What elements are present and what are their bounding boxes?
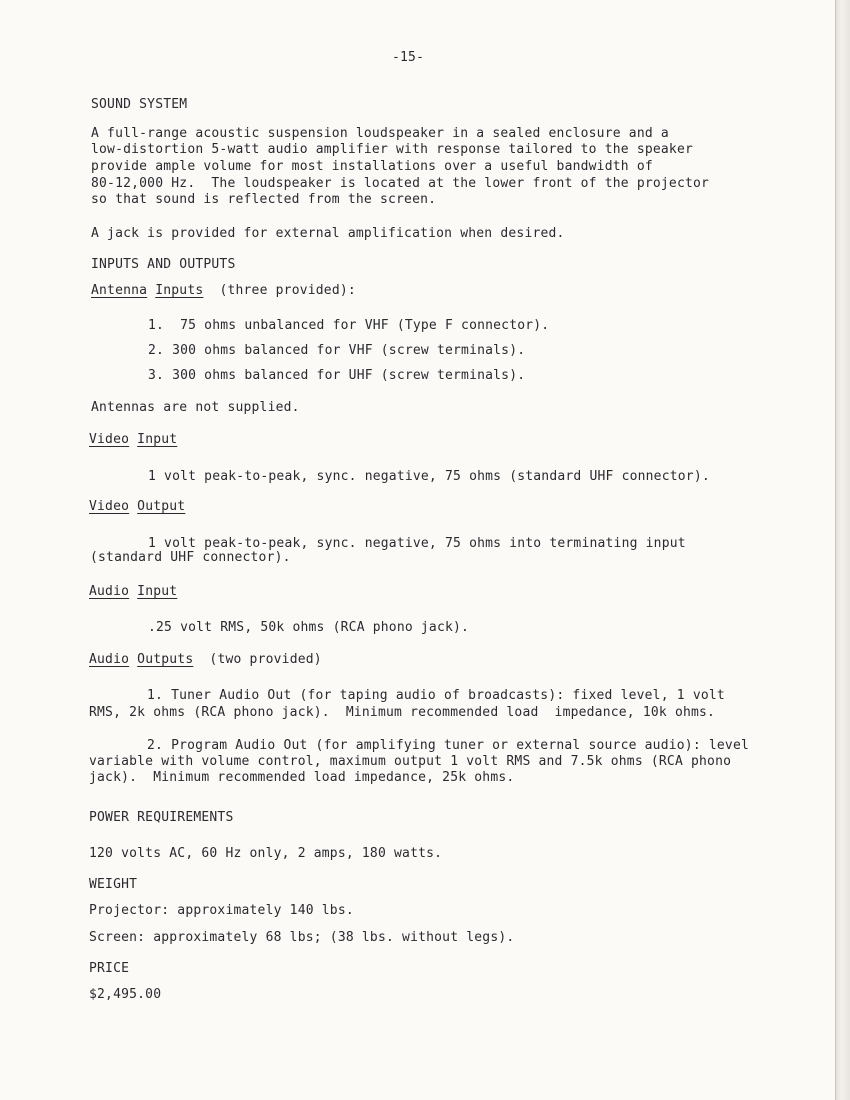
paragraph-line: provide ample volume for most installations over a useful bandwidth of [91,159,653,174]
antenna-note: Antennas are not supplied. [91,400,300,415]
video-input-label [89,432,177,449]
video-output-label [89,499,185,516]
power-heading: POWER REQUIREMENTS [89,810,234,825]
audio-outputs-word1: Audio [89,652,130,667]
weight-heading: WEIGHT [89,877,138,892]
power-text: 120 volts AC, 60 Hz only, 2 amps, 180 watts. [89,846,443,861]
audio-output-item1-line: 1. Tuner Audio Out (for taping audio of broadcasts): fixed level, 1 volt [147,688,725,703]
antenna-label-suffix: (three provided): [219,283,356,298]
weight-projector: Projector: approximately 140 lbs. [89,903,354,918]
paragraph-line: 80-12,000 Hz. The loudspeaker is located at the lower front of the projector [91,176,710,191]
jack-note: A jack is provided for external amplification when desired. [91,226,565,241]
audio-input-label [89,584,177,601]
audio-outputs-suffix: (two provided) [209,652,322,667]
price-heading: PRICE [89,961,130,976]
antenna-item: 1. 75 ohms unbalanced for VHF (Type F connector). [148,318,550,333]
page-number: -15- [392,50,425,65]
video-output-line: 1 volt peak-to-peak, sync. negative, 75 ohms into terminating input [148,536,686,551]
audio-input-text: .25 volt RMS, 50k ohms (RCA phono jack). [148,620,470,635]
antenna-inputs-label [91,283,356,300]
video-input-text: 1 volt peak-to-peak, sync. negative, 75 ohms (standard UHF connector). [148,469,710,484]
audio-outputs-label [89,652,322,669]
sound-system-heading: SOUND SYSTEM [91,97,188,112]
audio-output-item2-line: jack). Minimum recommended load impedance, 25k ohms. [89,770,515,785]
price-value: $2,495.00 [89,987,162,1002]
audio-output-item2-line: variable with volume control, maximum output 1 volt RMS and 7.5k ohms (RCA phono [89,754,732,769]
paragraph-line: so that sound is reflected from the screen. [91,192,437,207]
audio-outputs-word2: Outputs [137,652,194,667]
antenna-label-word2: Inputs [155,283,204,298]
weight-screen: Screen: approximately 68 lbs; (38 lbs. without legs). [89,930,515,945]
antenna-item: 2. 300 ohms balanced for VHF (screw terminals). [148,343,526,358]
antenna-item: 3. 300 ohms balanced for UHF (screw terminals). [148,368,526,383]
audio-output-item2-line: 2. Program Audio Out (for amplifying tuner or external source audio): level [147,738,749,753]
video-output-line: (standard UHF connector). [90,550,291,565]
antenna-label-word1: Antenna [91,283,148,298]
video-output-word1: Video [89,499,130,514]
video-input-word1: Video [89,432,130,447]
page-edge-shadow [836,0,850,1100]
paragraph-line: low-distortion 5-watt audio amplifier with response tailored to the speaker [91,142,693,157]
audio-input-word1: Audio [89,584,130,599]
inputs-outputs-heading: INPUTS AND OUTPUTS [91,257,236,272]
audio-input-word2: Input [137,584,178,599]
paragraph-line: A full-range acoustic suspension loudspeaker in a sealed enclosure and a [91,126,669,141]
video-input-word2: Input [137,432,178,447]
audio-output-item1-line: RMS, 2k ohms (RCA phono jack). Minimum recommended load impedance, 10k ohms. [89,705,716,720]
video-output-word2: Output [137,499,186,514]
